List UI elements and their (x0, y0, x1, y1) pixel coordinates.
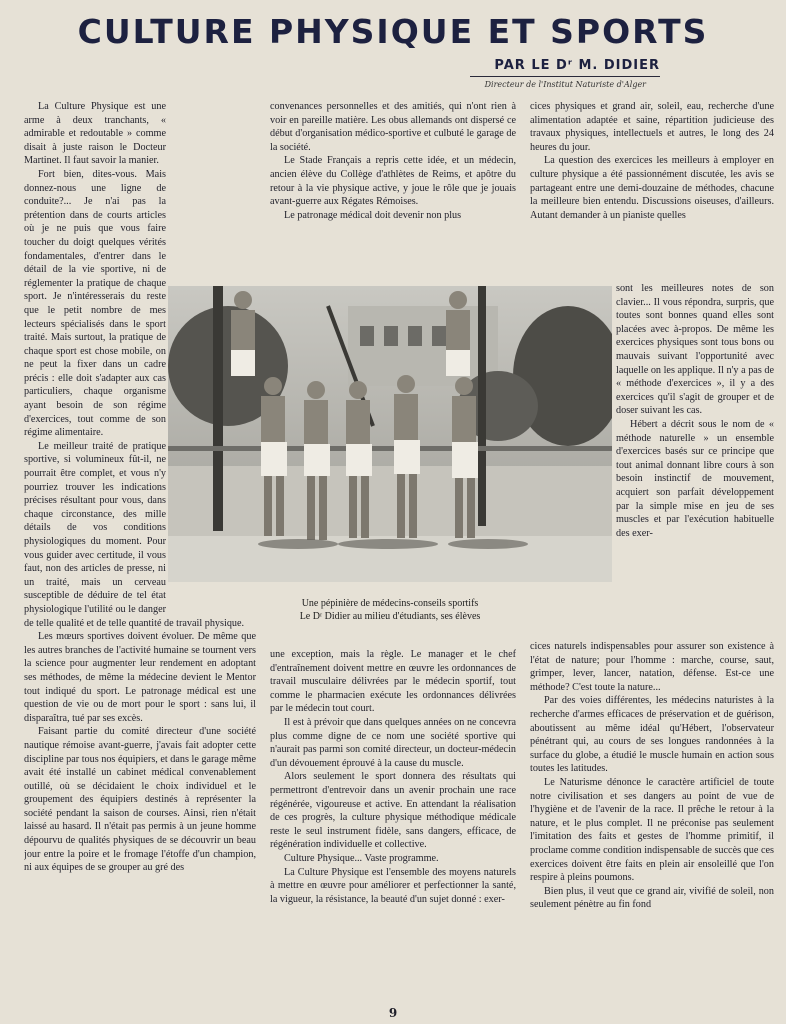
photo-caption (168, 597, 612, 623)
paragraph: Culture Physique... Vaste programme. (284, 852, 439, 864)
paragraph: cices physiques et grand air, soleil, eau, recherche d'une alimentation adaptée et saine, répartition judicieuse des travaux physiques, intellectuels et autres, le long des 24 heures du jour. (530, 101, 774, 153)
article-column-3-top (530, 100, 774, 280)
paragraph: cices naturels indispensables pour assurer son existence à l'état de nature; pour l'homme : marche, course, saut, grimper, lever, lancer, natation, défense. Est-ce une méthode? C'est toute la nature... (530, 641, 774, 693)
paragraph: Le meilleur traité de pratique sportive, si volumineux fût-il, ne pourrait être complet, et vous n'y pourriez trouver les indications précises résultant pour vous, dans chaque circonstance, des mille détails de vos conditions physiologiques du moment. Pour vous guider avec certitude, il vous faut, non des articles de presse, ni un traité, mais un cerveau susceptible de déduire de tel état physiologique l'utilité ou le danger de telle qualité et de telle quantité de travail physique. (24, 440, 245, 629)
paragraph: Les mœurs sportives doivent évoluer. De même que les autres branches de l'activité humaine se tournent vers la science pour augmenter leur rendement en adoptant ses méthodes, de même la médecine devient le Mentor tout indiqué du sport. Le patronage médical est une question de vie ou de mort pour le sport : sans lui, il disparaîtra, tué par ses excès. (24, 631, 256, 724)
author-byline: PAR LE Dʳ M. DIDIER (494, 58, 660, 73)
paragraph: Le Naturisme dénonce le caractère artificiel de toute notre civilisation et ses dangers au point de vue de l'hygiène et de l'avenir de la race. Il prêche le retour à la nature, et le plus complet. Il ne préconise pas seulement l'imitation des faits et gestes de l'homme primitif, il proclame comme condition indispensable de succès que ces exercices doivent être faits en plein air ensoleillé que l'on respire à pleins poumons. (530, 776, 774, 884)
paragraph: Hébert a décrit sous le nom de « méthode naturelle » un ensemble d'exercices basés sur ce principe que tout animal donnant libre cours à son besoin instinctif de mouvement, acquiert son parfait développement par la simple mise en jeu de ses muscles et par l'exécution habituelle des exer- (616, 418, 774, 539)
article-column-3-middle (616, 282, 774, 638)
author-affiliation: Directeur de l'Institut Naturiste d'Alger (484, 80, 646, 89)
paragraph: Il est à prévoir que dans quelques années on ne concevra plus comme digne de ce nom une société sportive qui n'aurait pas parmi son comité directeur, un docteur-médecin d'un dévouement éprouvé à la cause du muscle. (270, 716, 516, 769)
paragraph: La question des exercices les meilleurs à employer en culture physique a été passionnément discutée, les avis se partageant entre une demi-douzaine de méthodes, chacune la meilleure bien entendu. Discussions oiseuses, d'ailleurs. Autant demander à un pianiste quelles (530, 155, 774, 221)
byline-divider (470, 76, 660, 77)
paragraph: Le patronage médical doit devenir non plus (284, 209, 462, 221)
article-column-3-bottom (530, 640, 774, 1010)
article-column-2-top (270, 100, 516, 270)
caption-line-1: Une pépinière de médecins-conseils sportifs (301, 598, 479, 609)
paragraph: sont les meilleures notes de son clavier... Il vous répondra, surpris, que toutes sont bonnes quand elles sont placées avec à-propos. De même les exercices physiques sont tous bons ou mauvais suivant l'opportunité avec laquelle on les applique. Il n'y a pas de « méthode d'exercices », il y a des exercices qu'il s'agit de grouper et de doser suivant les cas. (616, 283, 774, 417)
paragraph: Par des voies différentes, les médecins naturistes à la recherche d'armes efficaces de préservation et de guérison, aboutissent au même idéal qu'Hébert, l'observateur pénétrant qui, au cours de ses longues randonnées à la surface du globe, a étudié le muscle humain en action sous toutes les latitudes. (530, 695, 774, 775)
caption-line-2: Le Dʳ Didier au milieu d'étudiants, ses élèves (299, 611, 481, 622)
paragraph: Fort bien, dites-vous. Mais donnez-nous une ligne de conduite?... Je n'ai pas la prétention dans de courts articles où je ne puis que vous faire toucher du doigt quelques vérités fondamentales, d'entrer dans le détail de la vie sportive, ni de réglementer la pratique de chaque sport. Je n'intéresserais du reste que le petit nombre de mes lecteurs spécialisés dans le sport traité. Mais surtout, la pratique de chaque sport est chose mobile, on ne peut la fixer dans un cadre précis : elle doit s'adapter aux cas particuliers, chaque organisme ayant besoin de son régime d'exercices, tout comme de son régime alimentaire. (24, 168, 166, 439)
paragraph: Alors seulement le sport donnera des résultats qui permettront d'entrevoir dans un avenir prochain une race régénérée, vigoureuse et active. En attendant la réalisation de ces progrès, la culture physique méthodique médicale reste le seul instrument fidèle, sans dangers, efficace, de régénération individuelle et collective. (270, 771, 516, 851)
page-number: 9 (388, 1006, 398, 1020)
paragraph: La Culture Physique est l'ensemble des moyens naturels à mettre en œuvre pour améliorer et perfectionner la santé, la vigueur, la résistance, la beauté d'un sujet donné : exer- (270, 866, 516, 905)
paragraph: Faisant partie du comité directeur d'une société nautique rémoise avant-guerre, j'avais fait adopter cette discipline par tous nos équipiers, et dans le garage même avait été installé un cabinet médical convenablement outillé, où se décidaient le choix individuel et le groupement des équipiers destinés à représenter la société pendant la saison de courses. Ainsi, rien n'était laissé au hasard. Il n'était pas permis à un jeune homme dépourvu de qualités physiques de se découvrir un beau jour entre la poire et le fromage l'étoffe d'un champion, ni aux équipes de se grouper au gré des (24, 726, 256, 874)
group-photo (168, 286, 612, 582)
article-column-2-bottom (270, 648, 516, 1000)
page-title: CULTURE PHYSIQUE ET SPORTS (77, 12, 709, 51)
paragraph: une exception, mais la règle. Le manager et le chef d'entraînement doivent mettre en œuvre les ordonnances de travail musculaire délivrées par le médecin sportif, tout comme le pharmacien exécute les ordonnances délivrées par le médecin tout court. (270, 649, 516, 715)
paragraph: convenances personnelles et des amitiés, qui n'ont rien à voir en pareille matière. Les obus allemands ont dispersé ce début d'organisation médico-sportive et culbuté le garage de la société. (270, 101, 516, 153)
paragraph: Le Stade Français a repris cette idée, et un médecin, ancien élève du Collège d'athlètes de Reims, et apôtre du retour à la vie physique active, y joue le rôle que je jouais avant-guerre aux Régates Rémoises. (270, 155, 516, 208)
group-photo-illustration (168, 286, 612, 582)
paragraph: La Culture Physique est une arme à deux tranchants, « admirable et redoutable » comme disait à juste raison le Docteur Martinet. Il faut savoir la manier. (24, 101, 166, 167)
paragraph: Bien plus, il veut que ce grand air, vivifié de soleil, non seulement pénètre au fin fond (530, 885, 774, 911)
